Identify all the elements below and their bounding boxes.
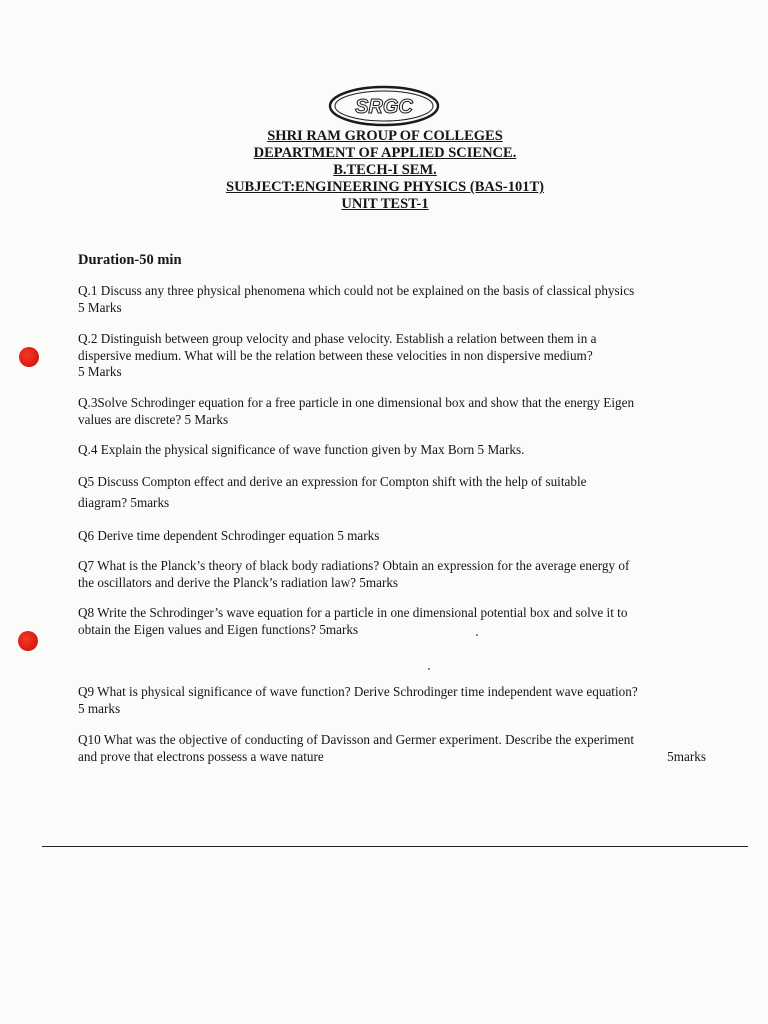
question-4: [78, 442, 706, 459]
punch-hole-mark: [18, 631, 38, 651]
bottom-rule: [42, 846, 748, 847]
question-text: Q5 Discuss Compton effect and derive an expression for Compton shift with the help of suitable: [78, 474, 587, 489]
question-9: [78, 684, 706, 717]
college-name: SHRI RAM GROUP OF COLLEGES: [267, 128, 503, 144]
question-1: [78, 283, 706, 316]
course-semester: B.TECH-I SEM.: [333, 162, 437, 178]
paper-speck: [476, 634, 478, 636]
punch-hole-mark: [19, 347, 39, 367]
question-text: Q.2 Distinguish between group velocity and phase velocity. Establish a relation between them in a: [78, 331, 597, 346]
question-text: Q9 What is physical significance of wave function? Derive Schrodinger time independent wave equation?: [78, 684, 638, 699]
question-text: the oscillators and derive the Planck’s radiation law? 5marks: [78, 574, 399, 590]
question-text: obtain the Eigen values and Eigen functions? 5marks: [78, 621, 359, 637]
question-2: [78, 331, 706, 381]
question-text: values are discrete? 5 Marks: [78, 411, 229, 427]
question-text: Q6 Derive time dependent Schrodinger equation 5 marks: [78, 528, 380, 543]
logo-text: SRGC: [355, 96, 413, 118]
question-text: Q.4 Explain the physical significance of wave function given by Max Born 5 Marks.: [78, 442, 525, 457]
subject-title: SUBJECT:ENGINEERING PHYSICS (BAS-101T): [226, 179, 544, 195]
question-text: diagram? 5marks: [78, 494, 170, 510]
question-text: 5marks and prove that electrons possess a wave nature: [78, 748, 706, 764]
question-text: Q.1 Discuss any three physical phenomena which could not be explained on the basis of classical physics: [78, 283, 635, 298]
question-text: Q10 What was the objective of conducting of Davisson and Germer experiment. Describe the experiment: [78, 732, 635, 747]
question-marks: 5 marks: [78, 700, 121, 716]
question-text: Q.3Solve Schrodinger equation for a free particle in one dimensional box and show that the energy Eigen: [78, 395, 635, 410]
question-marks: 5 Marks: [78, 299, 122, 315]
department-name: DEPARTMENT OF APPLIED SCIENCE.: [253, 145, 517, 161]
exam-header: [150, 128, 620, 213]
question-8: [78, 605, 706, 638]
question-6: [78, 528, 706, 545]
question-7: [78, 558, 706, 591]
exam-duration: Duration-50 min: [78, 252, 182, 268]
paper-speck: [428, 668, 430, 670]
question-text: Q7 What is the Planck’s theory of black body radiations? Obtain an expression for the average energy of: [78, 558, 630, 573]
srgc-logo: [326, 82, 442, 130]
question-marks: 5 Marks: [78, 364, 122, 379]
question-text: Q8 Write the Schrodinger’s wave equation for a particle in one dimensional potential box and solve it to: [78, 605, 628, 620]
question-5: [78, 474, 706, 511]
question-marks: 5marks: [667, 748, 706, 764]
question-text: dispersive medium. What will be the relation between these velocities in non dispersive medium?: [78, 347, 593, 363]
question-10: [78, 732, 706, 765]
question-3: [78, 395, 706, 428]
test-title: UNIT TEST-1: [341, 196, 429, 212]
